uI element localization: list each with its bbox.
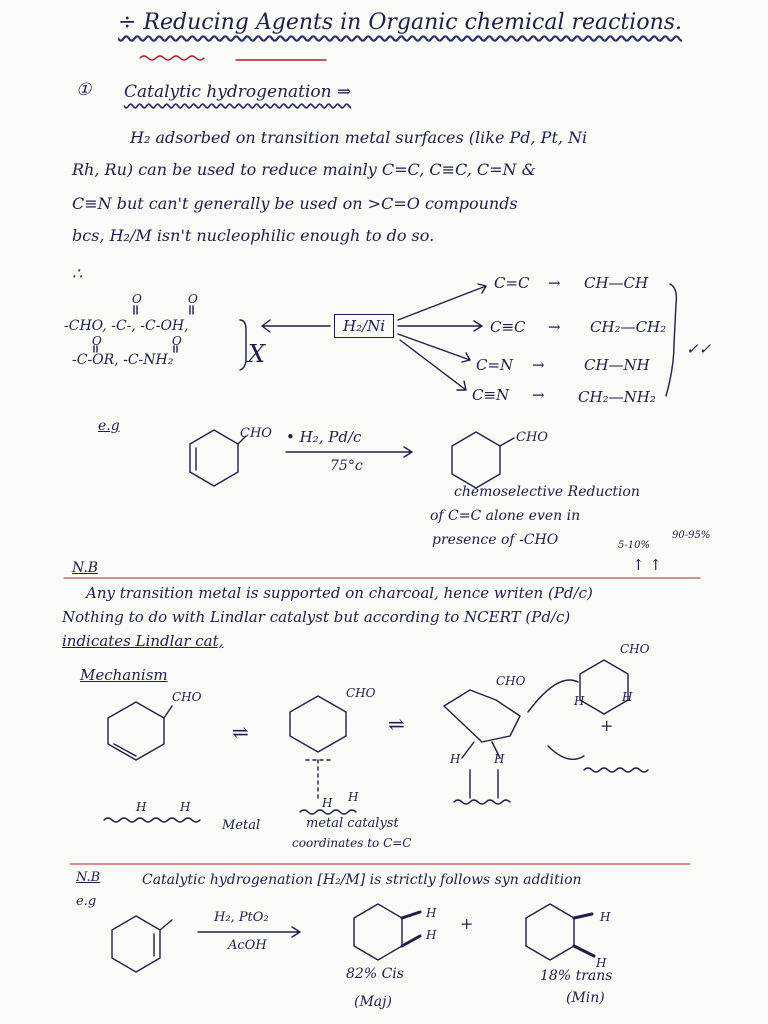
carbonyl-list-line-2: -C-OR, -C-NH₂ [72, 352, 174, 368]
cyclohexene-ring [290, 696, 346, 752]
h-atom: H [322, 796, 333, 810]
reagent-bottom: 75°c [330, 458, 363, 474]
cis-percent: 82% Cis [346, 966, 404, 982]
reaction-from: C≡N [472, 386, 510, 404]
nb-line-1: Any transition metal is supported on charcoal, hence writen (Pd/c) [86, 584, 593, 602]
chemoselective-note-line-1: chemoselective Reduction [454, 484, 640, 500]
cyclohexane-ring [580, 660, 628, 714]
reaction-to: CH₂—CH₂ [590, 318, 667, 336]
metal-surface [454, 800, 510, 804]
cis-product-ring [354, 904, 402, 960]
h-atom: H [600, 910, 611, 924]
trans-tag: (Min) [566, 990, 605, 1006]
plus-sign: + [460, 914, 474, 933]
h-atom: H [426, 928, 437, 942]
substituent-bond [500, 438, 514, 446]
cho-label: CHO [496, 674, 526, 688]
para-line-2: Rh, Ru) can be used to reduce mainly C=C, C≡C, C=N & [72, 160, 536, 179]
cho-label: CHO [620, 642, 650, 656]
reaction-arrow: → [532, 356, 545, 374]
h-atom: H [348, 790, 359, 804]
h-atom: H [596, 956, 607, 970]
reaction-arrow [198, 927, 300, 937]
reaction-arrow [286, 447, 412, 457]
check-mark: ✓✓ [686, 340, 712, 358]
reagent-box: H₂/Ni [334, 314, 394, 338]
cho-label: CHO [346, 686, 376, 700]
h-atom: H [450, 752, 461, 766]
right-brace [666, 284, 676, 396]
cho-label: CHO [172, 690, 202, 704]
metal-surface [584, 768, 648, 772]
metal-surface [300, 810, 356, 814]
trans-percent: 18% trans [540, 968, 613, 984]
syn-statement: Catalytic hydrogenation [H₂/M] is strictly follows syn addition [142, 872, 582, 888]
o-mark: O [188, 292, 198, 306]
reagent-top: H₂, PtO₂ [214, 910, 269, 925]
cyclohexene-ring [190, 430, 238, 486]
para-line-4: bcs, H₂/M isn't nucleophilic enough to do so. [72, 226, 435, 245]
up-arrows: ↑ ↑ [632, 556, 662, 574]
percent-label: 5-10% [618, 540, 650, 551]
left-brace [240, 320, 246, 370]
curved-arrow [528, 680, 578, 712]
h-atom: H [574, 694, 585, 708]
arrow-right [398, 334, 470, 362]
eg-label: e.g [76, 894, 97, 909]
nb-line-3: indicates Lindlar cat, [62, 632, 224, 650]
chemoselective-note-line-3: presence of -CHO [432, 532, 559, 548]
wedge-bonds [574, 914, 594, 956]
substituent-bond [238, 436, 246, 444]
metal-label: Metal [222, 818, 261, 833]
cyclohexene-ring [108, 702, 164, 760]
reaction-from: C=N [476, 356, 514, 374]
arrow-left [262, 320, 330, 332]
arrow-right [398, 284, 486, 320]
methylcyclohexene-ring [112, 916, 160, 972]
percent-label: 90-95% [672, 530, 711, 541]
cis-tag: (Maj) [354, 994, 392, 1010]
o-mark: O [92, 334, 102, 348]
nb-label: N.B [72, 560, 99, 576]
trans-product-ring [526, 904, 574, 960]
substituent-label: CHO [240, 426, 272, 441]
h-atom: H [494, 752, 505, 766]
reaction-from: C≡C [490, 318, 526, 336]
substituent-bond [164, 706, 172, 718]
reaction-arrow: → [548, 318, 561, 336]
nb-line-2: Nothing to do with Lindlar catalyst but according to NCERT (Pd/c) [62, 608, 571, 626]
reaction-arrow: → [532, 386, 545, 404]
h-atom: H [622, 690, 633, 704]
h-atom: H [426, 906, 437, 920]
cyclohexane-ring [452, 432, 500, 488]
eg-label: e.g [98, 418, 120, 434]
reagent-bottom: AcOH [228, 938, 267, 953]
plus-sign: + [600, 716, 614, 735]
cross-mark: X [248, 340, 266, 368]
reaction-arrow: → [548, 274, 561, 292]
reaction-to: CH—CH [584, 274, 649, 292]
arrow-right [400, 340, 466, 390]
section-number: ① [76, 80, 92, 100]
methyl-bond [160, 920, 172, 930]
cyclohexane-ring [444, 690, 520, 742]
wedge-bonds [402, 912, 420, 946]
reagent-top: • H₂, Pd/c [286, 428, 362, 446]
h-atom: H [136, 800, 147, 814]
para-line-1: H₂ adsorbed on transition metal surfaces (like Pd, Pt, Ni [130, 128, 588, 147]
mechanism-heading: Mechanism [80, 666, 168, 684]
carbonyl-bonds [94, 306, 193, 352]
carbonyl-list-line-1: -CHO, -C-, -C-OH, [64, 318, 189, 334]
page-title: ÷ Reducing Agents in Organic chemical reactions. [118, 10, 683, 35]
para-line-3: C≡N but can't generally be used on >C=O compounds [72, 194, 518, 213]
catalyst-note-line-1: metal catalyst [306, 816, 399, 831]
h-bonds [462, 742, 500, 798]
reaction-to: CH—NH [584, 356, 650, 374]
catalyst-note-line-2: coordinates to C=C [292, 836, 412, 850]
o-mark: O [132, 292, 142, 306]
metal-surface [104, 818, 200, 822]
substituent-label: CHO [516, 430, 548, 445]
equilibrium-arrow: ⇌ [232, 720, 249, 744]
equilibrium-arrow: ⇌ [388, 712, 405, 736]
nb-label: N.B [76, 870, 101, 885]
pi-coordination [306, 760, 330, 800]
section-heading: Catalytic hydrogenation ⇒ [124, 82, 352, 102]
red-underline [140, 56, 204, 60]
curved-arrow [548, 746, 584, 759]
o-mark: O [172, 334, 182, 348]
arrow-right [398, 321, 482, 331]
therefore-symbol: ∴ [72, 264, 83, 283]
h-atom: H [180, 800, 191, 814]
chemoselective-note-line-2: of C=C alone even in [430, 508, 581, 524]
reaction-to: CH₂—NH₂ [578, 388, 656, 406]
reaction-from: C=C [494, 274, 530, 292]
